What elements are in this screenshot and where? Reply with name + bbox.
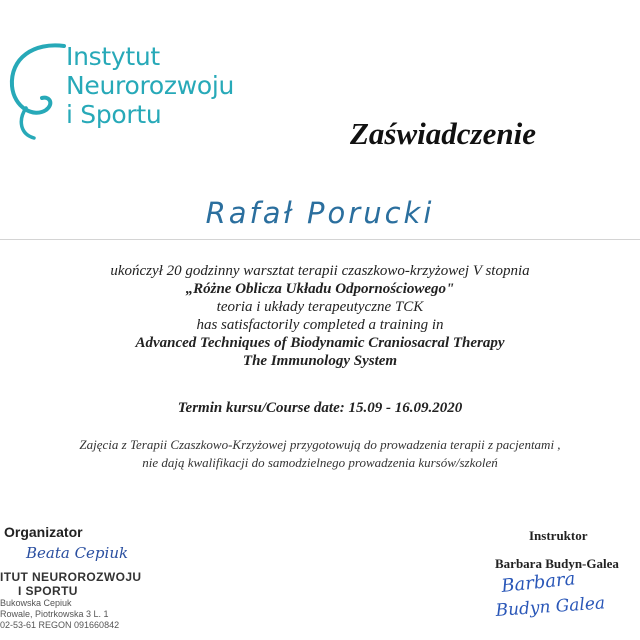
instructor-signature-line-1: Barbara	[500, 568, 577, 597]
stamp-line-3: Bukowska Cepiuk	[0, 598, 72, 608]
body-line-5: Advanced Techniques of Biodynamic Craniosacral Therapy	[135, 335, 505, 351]
logo-line-3: i Sportu	[66, 100, 162, 129]
organizer-signature-text: Beata Cepiuk	[26, 544, 129, 562]
note-line-2: nie dają kwalifikacji do samodzielnego prowadzenia kursów/szkoleń	[142, 455, 498, 470]
stamp-line-5: 02-53-61 REGON 091660842	[0, 620, 120, 630]
divider	[0, 239, 640, 240]
stamp-line-1: ITUT NEUROROZWOJU	[0, 570, 142, 584]
body-line-2: „Różne Oblicza Układu Odpornościowego"	[185, 281, 455, 297]
certificate-body	[0, 262, 640, 370]
body-line-3: teoria i układy terapeutyczne TCK	[216, 299, 424, 315]
disclaimer-note	[0, 436, 640, 472]
note-line-1: Zajęcia z Terapii Czaszkowo-Krzyżowej przygotowują do prowadzenia terapii z pacjentami ,	[79, 437, 561, 452]
instructor-label: Instruktor	[529, 528, 588, 543]
organizer-label: Organizator	[4, 524, 83, 540]
organizer-stamp	[0, 570, 140, 631]
stamp-line-2: I SPORTU	[18, 584, 78, 598]
stamp-line-4: Rowale, Piotrkowska 3 L. 1	[0, 609, 109, 619]
logo-line-2: Neurorozwoju	[66, 71, 235, 100]
course-date: Termin kursu/Course date: 15.09 - 16.09.2020	[177, 400, 463, 416]
logo-line-1: Instytut	[66, 42, 160, 71]
certificate-title: Zaświadczenie	[350, 116, 536, 151]
body-line-4: has satisfactorily completed a training in	[196, 317, 444, 333]
instructor-signature-line-2: Budyn Galea	[494, 593, 606, 621]
recipient-name: Rafał Porucki	[205, 196, 435, 230]
logo-text	[66, 42, 234, 129]
instructor-name: Barbara Budyn-Galea	[495, 556, 619, 571]
instructor-signature	[490, 568, 630, 628]
body-line-6: The Immunology System	[242, 353, 398, 369]
body-line-1: ukończył 20 godzinny warsztat terapii czaszkowo-krzyżowej V stopnia	[110, 263, 530, 279]
organizer-signature	[24, 538, 154, 566]
